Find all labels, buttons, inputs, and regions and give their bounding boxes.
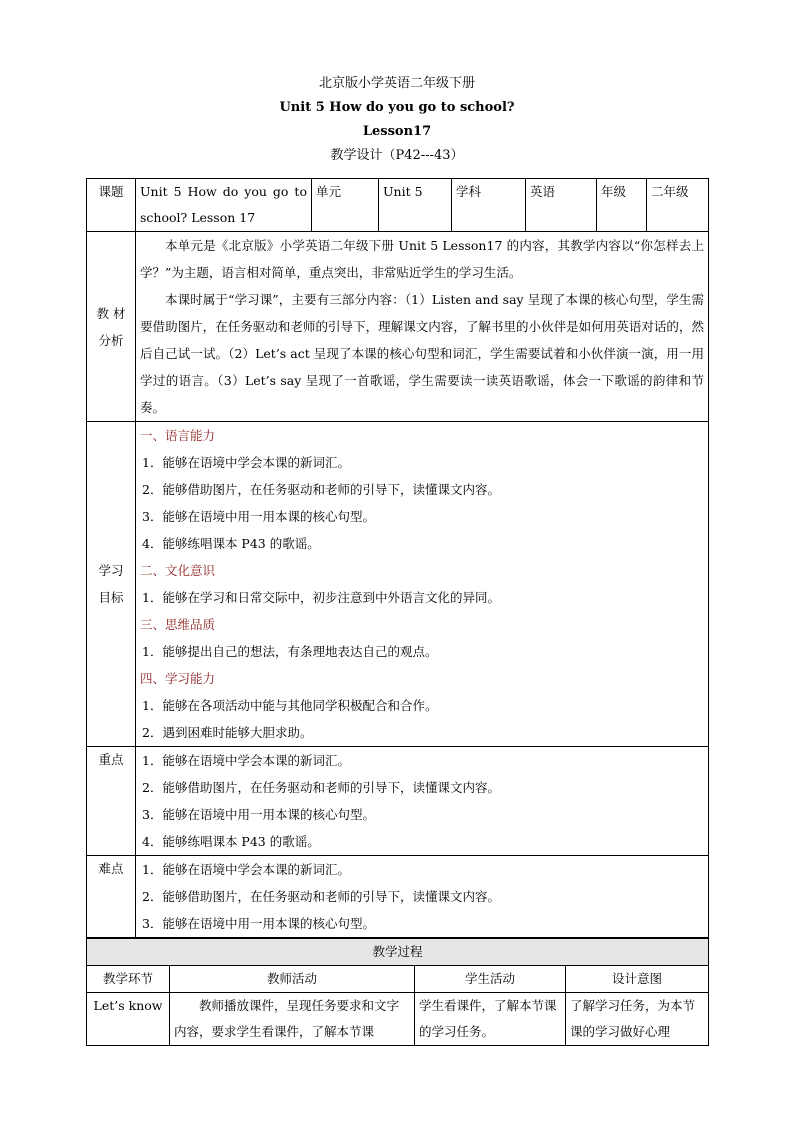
objectives-label bbox=[87, 422, 136, 747]
grade-value: 二年级 bbox=[647, 179, 709, 232]
topic-value bbox=[136, 179, 312, 232]
list-item: 3．能够在语境中用一用本课的核心句型。 bbox=[142, 916, 375, 931]
list-item: 2．能够借助图片，在任务驱动和老师的引导下，读懂课文内容。 bbox=[142, 482, 500, 497]
analysis-paragraph-2: 本课时属于“学习课”，主要有三部分内容：（1）Listen and say 呈现了本课的核心句型，学生需要借助图片，在任务驱动和老师的引导下，理解课文内容，了解书里的小伙伴是如何用英语对话的，然后自己试一试。（2）Let’s act 呈现了本课的核心句型和词汇，学生需要试着和小伙伴演一演，用一用学过的语言。（3）Let’s say 呈现了一首歌谣，学生需要读一读英语歌谣，体会一下歌谣的韵律和节奏。 bbox=[140, 292, 704, 415]
list-item: 2．能够借助图片，在任务驱动和老师的引导下，读懂课文内容。 bbox=[142, 780, 500, 795]
subject-label: 学科 bbox=[452, 179, 526, 232]
unit-value: Unit 5 bbox=[379, 179, 452, 232]
objective-section-heading: 四、学习能力 bbox=[140, 671, 216, 686]
difficult-points-content bbox=[136, 856, 709, 938]
objective-section-heading: 一、语言能力 bbox=[140, 428, 216, 443]
lesson-title: Lesson17 bbox=[362, 124, 432, 139]
objective-section-heading: 二、文化意识 bbox=[140, 563, 216, 578]
table-row bbox=[87, 993, 709, 1046]
column-header-teacher: 教师活动 bbox=[170, 966, 415, 993]
document-title-block bbox=[86, 72, 708, 168]
key-points-row bbox=[87, 747, 709, 856]
list-item: 4．能够练唱课本 P43 的歌谣。 bbox=[142, 536, 320, 551]
process-header-row bbox=[87, 966, 709, 993]
key-points-content bbox=[136, 747, 709, 856]
list-item: 1．能够在语境中学会本课的新词汇。 bbox=[142, 753, 350, 768]
objective-section-heading: 三、思维品质 bbox=[140, 617, 216, 632]
topic-label: 课题 bbox=[87, 179, 136, 232]
unit-title: Unit 5 How do you go to school? bbox=[279, 100, 515, 115]
list-item: 1．能够在语境中学会本课的新词汇。 bbox=[142, 455, 350, 470]
unit-label: 单元 bbox=[312, 179, 379, 232]
book-title: 北京版小学英语二年级下册 bbox=[318, 76, 475, 91]
list-item: 1．能够在各项活动中能与其他同学积极配合和合作。 bbox=[142, 698, 438, 713]
column-header-student: 学生活动 bbox=[415, 966, 566, 993]
objectives-label-line-2: 目标 bbox=[98, 590, 124, 605]
list-item: 3．能够在语境中用一用本课的核心句型。 bbox=[142, 509, 375, 524]
analysis-paragraph-1: 本单元是《北京版》小学英语二年级下册 Unit 5 Lesson17 的内容，其教学内容以“你怎样去上学？”为主题，语言相对简单，重点突出，非常贴近学生的学习生活。 bbox=[140, 238, 704, 280]
analysis-label bbox=[87, 232, 136, 422]
design-intent-cell: 了解学习任务，为本节课的学习做好心理 bbox=[566, 993, 709, 1046]
list-item: 3．能够在语境中用一用本课的核心句型。 bbox=[142, 807, 375, 822]
list-item: 1．能够在语境中学会本课的新词汇。 bbox=[142, 862, 350, 877]
list-item: 2．遇到困难时能够大胆求助。 bbox=[142, 725, 313, 740]
analysis-content bbox=[136, 232, 709, 422]
topic-line-1: Unit 5 How do you go to bbox=[140, 184, 307, 199]
objectives-content bbox=[136, 422, 709, 747]
objectives-label-line-1: 学习 bbox=[98, 563, 124, 578]
analysis-row bbox=[87, 232, 709, 422]
process-title: 教学过程 bbox=[87, 939, 709, 966]
subject-value: 英语 bbox=[526, 179, 597, 232]
key-points-label: 重点 bbox=[87, 747, 136, 856]
teaching-process-table bbox=[86, 938, 709, 1046]
column-header-intent: 设计意图 bbox=[566, 966, 709, 993]
list-item: 1．能够提出自己的想法，有条理地表达自己的观点。 bbox=[142, 644, 438, 659]
analysis-label-line-1: 教 材 bbox=[96, 305, 126, 321]
analysis-label-line-2: 分析 bbox=[98, 332, 124, 348]
list-item: 4．能够练唱课本 P43 的歌谣。 bbox=[142, 834, 320, 849]
stage-cell: Let’s know bbox=[87, 993, 170, 1046]
design-title: 教学设计（P42---43） bbox=[330, 148, 464, 163]
student-activity-cell: 学生看课件，了解本节课的学习任务。 bbox=[415, 993, 566, 1046]
difficult-points-label: 难点 bbox=[87, 856, 136, 938]
lesson-plan-table bbox=[86, 178, 709, 938]
list-item: 1．能够在学习和日常交际中，初步注意到中外语言文化的异同。 bbox=[142, 590, 500, 605]
teacher-activity-cell: 教师播放课件，呈现任务要求和文字内容，要求学生看课件，了解本节课 bbox=[170, 993, 415, 1046]
process-title-row bbox=[87, 939, 709, 966]
grade-label: 年级 bbox=[597, 179, 647, 232]
difficult-points-row bbox=[87, 856, 709, 938]
info-row bbox=[87, 179, 709, 232]
column-header-stage: 教学环节 bbox=[87, 966, 170, 993]
objectives-row bbox=[87, 422, 709, 747]
list-item: 2．能够借助图片，在任务驱动和老师的引导下，读懂课文内容。 bbox=[142, 889, 500, 904]
topic-line-2: school? Lesson 17 bbox=[140, 210, 256, 225]
